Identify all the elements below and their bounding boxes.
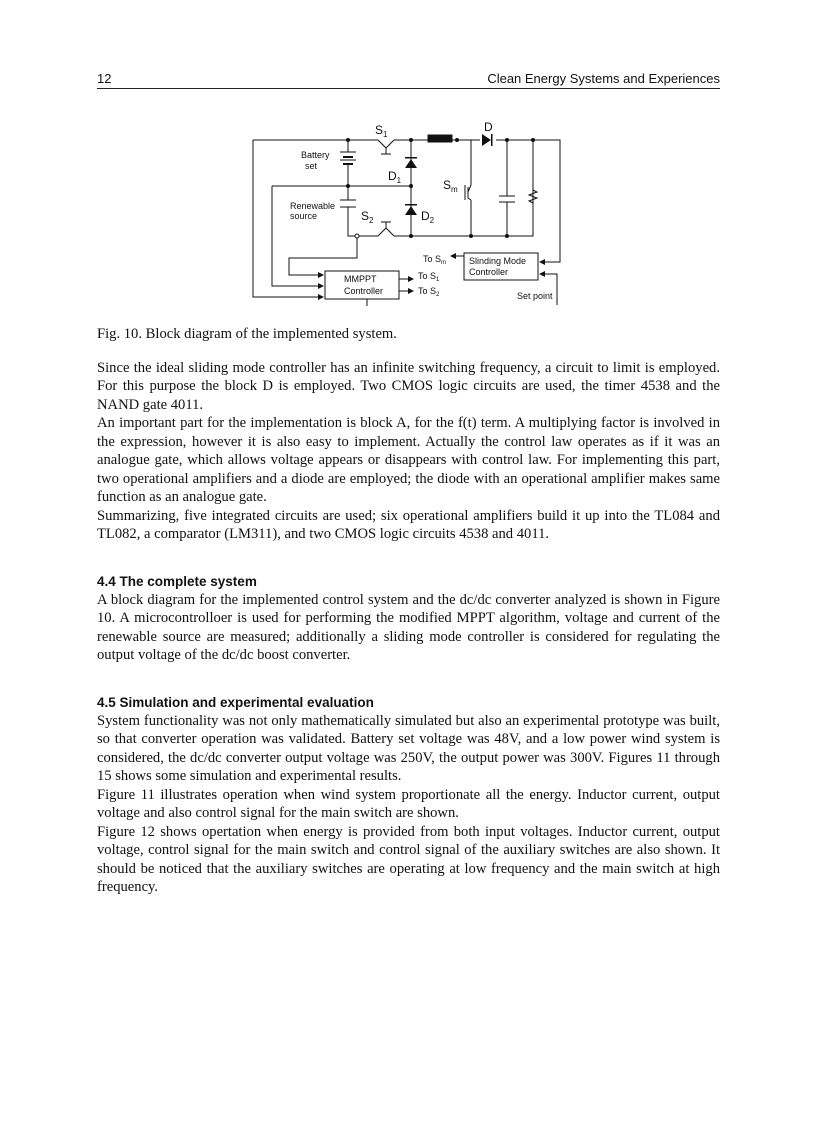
circuit-wires xyxy=(253,140,560,306)
label-to-s2: To $S_2$ xyxy=(418,286,440,298)
paragraph: Figure 11 illustrates operation when wind system proportionate all the energy. Inductor current, output voltage and also control signal for the main switch are shown. xyxy=(97,786,720,821)
paragraph: System functionality was not only mathematically simulated but also an experimental prototype was built, so that converter operation was validated. Battery set voltage was 48V, and a low power wind system is considered, the dc/dc converter output voltage was 250V, the output power was 300V. Figures 11 through 15 shows some simulation and experimental results. xyxy=(97,712,720,784)
block-diagram xyxy=(0,0,816,320)
label-source: source xyxy=(290,211,318,221)
label-mmppt-1: MMPPT xyxy=(344,274,377,284)
label-sliding-1: Slinding Mode xyxy=(469,256,527,266)
label-renewable: Renewable xyxy=(290,201,336,211)
label-to-sm: To $S_m$ xyxy=(423,254,447,266)
label-d: D xyxy=(484,120,493,134)
paragraph: Since the ideal sliding mode controller has an infinite switching frequency, a circuit to limit is employed. For this purpose the block D is employed. Two CMOS logic circuits are used, the timer 4538 and the NAND gate 4011. xyxy=(97,359,720,413)
body-text xyxy=(97,325,720,897)
label-battery: Battery xyxy=(301,150,330,160)
paragraph: Figure 12 shows opertation when energy is provided from both input voltages. Inductor current, output voltage, control signal for the main switch and control signal of the auxiliary switches are also shown. It should be noticed that the auxiliary switches are operating at low frequency and the main switch at high frequency. xyxy=(97,823,720,895)
label-sliding-2: Controller xyxy=(469,267,509,277)
label-mmppt-2: Controller xyxy=(344,286,384,296)
label-s2: $S_2$ xyxy=(361,209,374,225)
paragraph: Summarizing, five integrated circuits are used; six operational amplifiers build it up into the TL084 and TL082, a comparator (LM311), and two CMOS logic circuits 4538 and 4011. xyxy=(97,507,720,542)
section-heading: 4.4 The complete system xyxy=(97,573,257,589)
label-to-s1: To $S_1$ xyxy=(418,271,440,283)
section-heading: 4.5 Simulation and experimental evaluation xyxy=(97,694,374,710)
label-battery-set: set xyxy=(305,161,318,171)
paragraph: An important part for the implementation is block A, for the f(t) term. A multiplying factor is involved in the expression, however it is also easy to implement. Actually the control law operates as if it was an analogue gate, which allows voltage appears or disappears with control law. For implementing this part, two operational amplifiers and a diode are employed; the diode with an operational amplifier makes same function as an analogue gate. xyxy=(97,415,720,505)
paragraph: A block diagram for the implemented control system and the dc/dc converter analyzed is shown in Figure 10. A microcontrolloer is used for performing the modified MPPT algorithm, voltage and current of the renewable source are measured; additionally a sliding mode controller is considered for regulating the output voltage of the dc/dc boost converter. xyxy=(97,591,720,663)
label-sm: $S_m$ xyxy=(443,178,458,194)
page-number: 12 xyxy=(97,71,112,86)
label-d1: $D_1$ xyxy=(388,169,402,185)
figure-caption: Fig. 10. Block diagram of the implemented system. xyxy=(97,326,397,342)
label-d2: $D_2$ xyxy=(421,209,435,225)
label-set-point: Set point xyxy=(517,291,553,301)
running-title: Clean Energy Systems and Experiences xyxy=(487,71,720,86)
label-s1: $S_1$ xyxy=(375,123,388,139)
